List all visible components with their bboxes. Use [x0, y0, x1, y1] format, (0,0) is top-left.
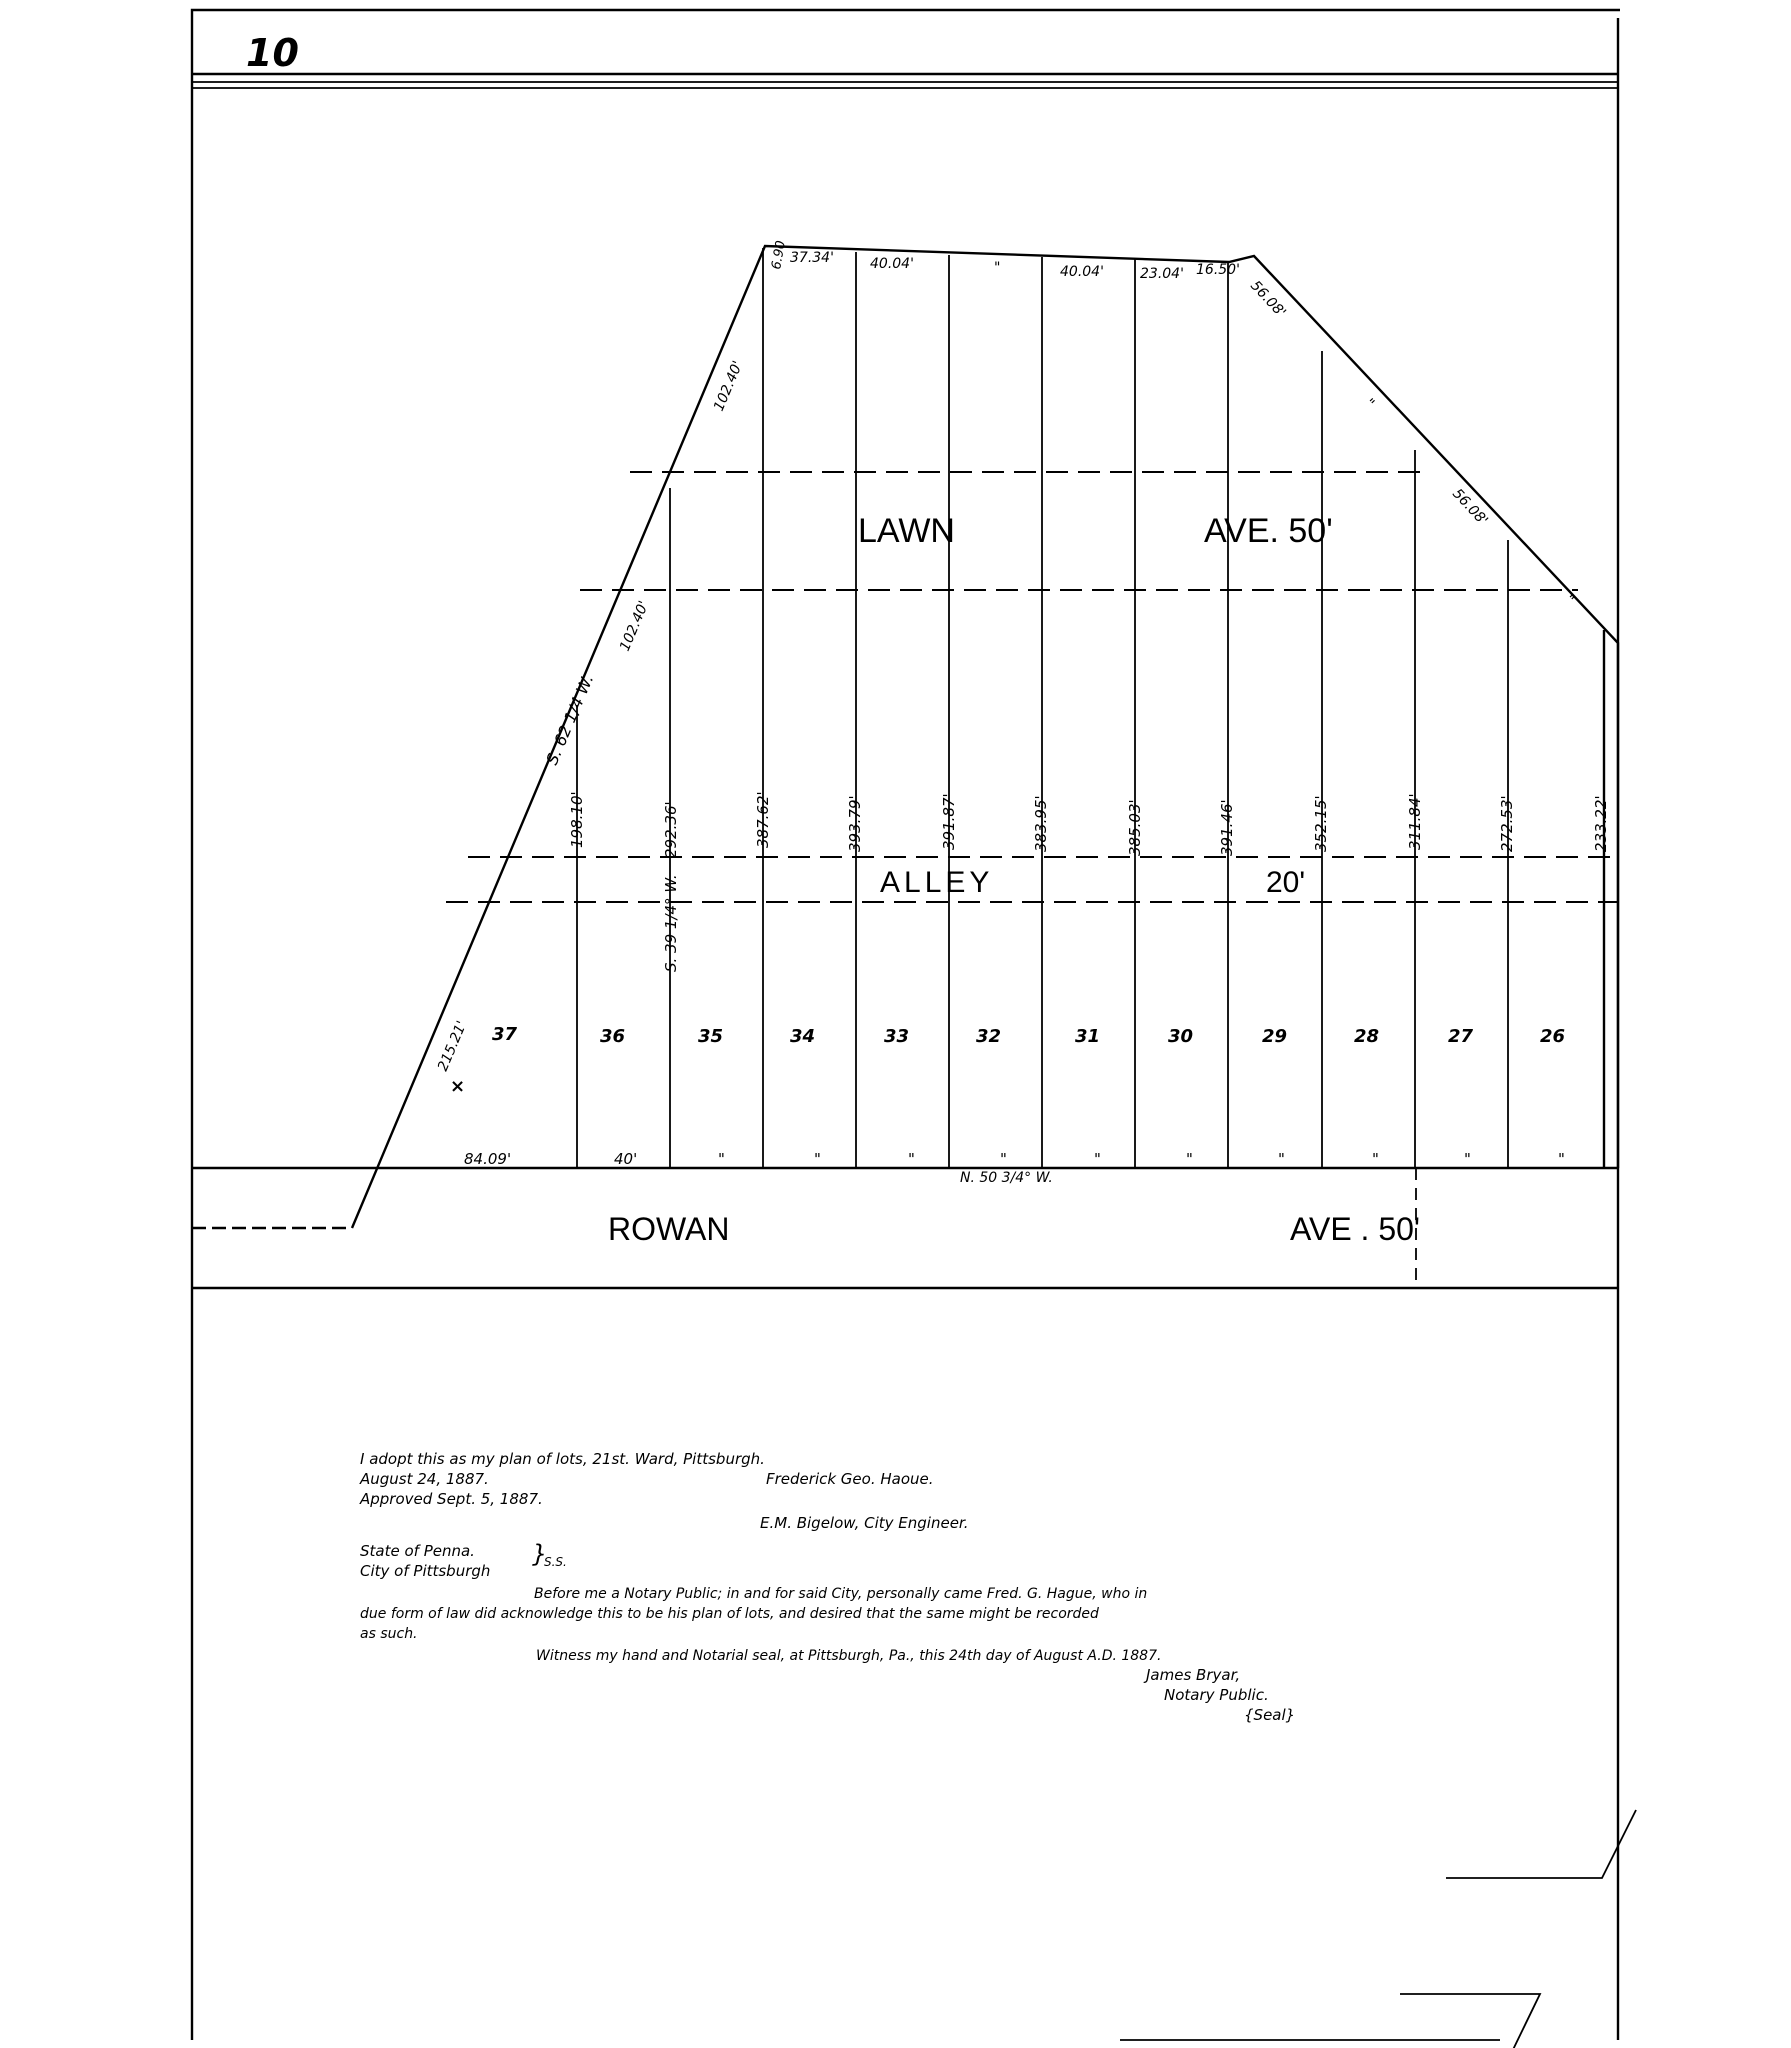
- notary-title: Notary Public.: [1164, 1686, 1269, 1704]
- seal-mark: {Seal}: [1244, 1706, 1296, 1724]
- adoption-date: August 24, 1887.: [360, 1470, 489, 1488]
- east-boundary-length: 56.08': [1449, 485, 1491, 529]
- notary-text-line: due form of law did acknowledge this to be his plan of lots, and desired that the same might be recorded: [360, 1606, 1099, 1622]
- alley-label: ALLEY: [880, 866, 994, 899]
- lot-numbers: [492, 1024, 1565, 1047]
- frontage-dimension: 84.09': [464, 1150, 512, 1168]
- east-boundary-ditto: ": [1561, 591, 1578, 608]
- engineer-signature: E.M. Bigelow, City Engineer.: [760, 1514, 969, 1532]
- frontage-ditto: ": [1278, 1150, 1285, 1168]
- rowan-bearing: N. 50 3/4° W.: [960, 1170, 1053, 1186]
- lot-depth-dimension: 198.10': [568, 791, 586, 848]
- frontage-dimension: 40': [614, 1150, 638, 1168]
- rowan-ave-width-label: AVE . 50': [1290, 1211, 1421, 1247]
- frontage-ditto: ": [1094, 1150, 1101, 1168]
- fragment-upper: [1446, 1810, 1636, 1878]
- lot-depths: [568, 791, 1610, 858]
- sheet-frame: [192, 10, 1620, 2040]
- street-labels: [608, 512, 1420, 1247]
- lot-number: 29: [1262, 1026, 1288, 1047]
- lot-number: 37: [492, 1024, 518, 1045]
- lot-number: 34: [790, 1026, 816, 1047]
- lot-number: 30: [1168, 1026, 1194, 1047]
- west-boundary-length: 102.40': [710, 358, 747, 414]
- witness-line: Witness my hand and Notarial seal, at Pittsburgh, Pa., this 24th day of August A.D. 1887.: [536, 1648, 1162, 1664]
- certificate-block: [359, 1450, 1295, 1724]
- lot-depth-dimension: 272.53': [1498, 795, 1516, 852]
- lot-number: 32: [976, 1026, 1002, 1047]
- frontage-ditto: ": [1558, 1150, 1565, 1168]
- east-boundary-length: 56.08': [1247, 277, 1289, 321]
- plan-boundary: [192, 246, 1618, 1288]
- lot-line-bearing: S. 39 1/4° W.: [662, 874, 680, 972]
- top-dimension: 37.34': [790, 250, 834, 266]
- frontage-ditto: ": [1186, 1150, 1193, 1168]
- lot-depth-dimension: 233.22': [1592, 795, 1610, 852]
- lot-depth-dimension: 385.03': [1126, 799, 1144, 856]
- lot-number: 33: [884, 1026, 910, 1047]
- monument-mark: ×: [450, 1076, 466, 1097]
- city-heading: City of Pittsburgh: [360, 1562, 491, 1580]
- boundary-outline: [352, 246, 1618, 1228]
- rowan-ave-label: ROWAN: [608, 1211, 730, 1247]
- lot-number: 28: [1354, 1026, 1380, 1047]
- lot-number: 31: [1075, 1026, 1101, 1047]
- lot-depth-dimension: 383.95': [1032, 795, 1050, 852]
- bearing-labels: [435, 278, 1577, 1097]
- top-dimension: 6.90: [769, 239, 789, 271]
- venue-brace: }: [532, 1540, 548, 1568]
- top-dimension: ": [994, 260, 1001, 276]
- lawn-ave-label: LAWN: [858, 512, 955, 550]
- lot-depth-dimension: 391.46': [1218, 799, 1236, 856]
- frontage-ditto: ": [908, 1150, 915, 1168]
- lot-depth-dimension: 311.84': [1406, 793, 1424, 850]
- top-dimension: 23.04': [1140, 266, 1184, 282]
- west-boundary-length: 215.21': [434, 1018, 471, 1074]
- lawn-ave-width-label: AVE. 50': [1204, 512, 1333, 550]
- top-dimension: 40.04': [870, 256, 914, 272]
- page-number: 10: [246, 31, 299, 75]
- west-boundary-length: 102.40': [616, 598, 653, 654]
- frontage-ditto: ": [1464, 1150, 1471, 1168]
- lot-number: 27: [1448, 1026, 1474, 1047]
- lot-depth-dimension: 393.79': [846, 795, 864, 852]
- east-boundary-ditto: ": [1361, 395, 1378, 412]
- lot-number: 36: [600, 1026, 626, 1047]
- frontage-ditto: ": [814, 1150, 821, 1168]
- notary-text-line: Before me a Notary Public; in and for said City, personally came Fred. G. Hague, who in: [534, 1586, 1148, 1602]
- notary-text-line: as such.: [360, 1626, 418, 1642]
- state-heading: State of Penna.: [360, 1542, 475, 1560]
- frame-left-top: [192, 10, 1620, 2040]
- lot-depth-dimension: 292.36': [662, 801, 680, 858]
- venue-ss: S.S.: [544, 1555, 567, 1569]
- top-dimension: 40.04': [1060, 264, 1104, 280]
- notary-name: James Bryar,: [1146, 1666, 1241, 1684]
- adoption-statement: I adopt this as my plan of lots, 21st. Ward, Pittsburgh.: [360, 1450, 765, 1468]
- adjoining-plan-fragments: [1400, 1810, 1636, 2048]
- lot-number: 26: [1540, 1026, 1566, 1047]
- approval-date: Approved Sept. 5, 1887.: [360, 1490, 543, 1508]
- frontage-ditto: ": [1000, 1150, 1007, 1168]
- west-boundary-bearing: S. 62 1/4 W.: [542, 671, 598, 768]
- lot-number: 35: [698, 1026, 724, 1047]
- lot-depth-dimension: 387.62': [754, 791, 772, 848]
- lot-depth-dimension: 391.87': [940, 793, 958, 850]
- frontage-ditto: ": [718, 1150, 725, 1168]
- frontage-ditto: ": [1372, 1150, 1379, 1168]
- lot-depth-dimension: 352.15': [1312, 795, 1330, 852]
- top-dimension: 16.50': [1196, 262, 1240, 278]
- owner-signature: Frederick Geo. Haoue.: [766, 1470, 934, 1488]
- alley-width-label: 20': [1266, 866, 1306, 899]
